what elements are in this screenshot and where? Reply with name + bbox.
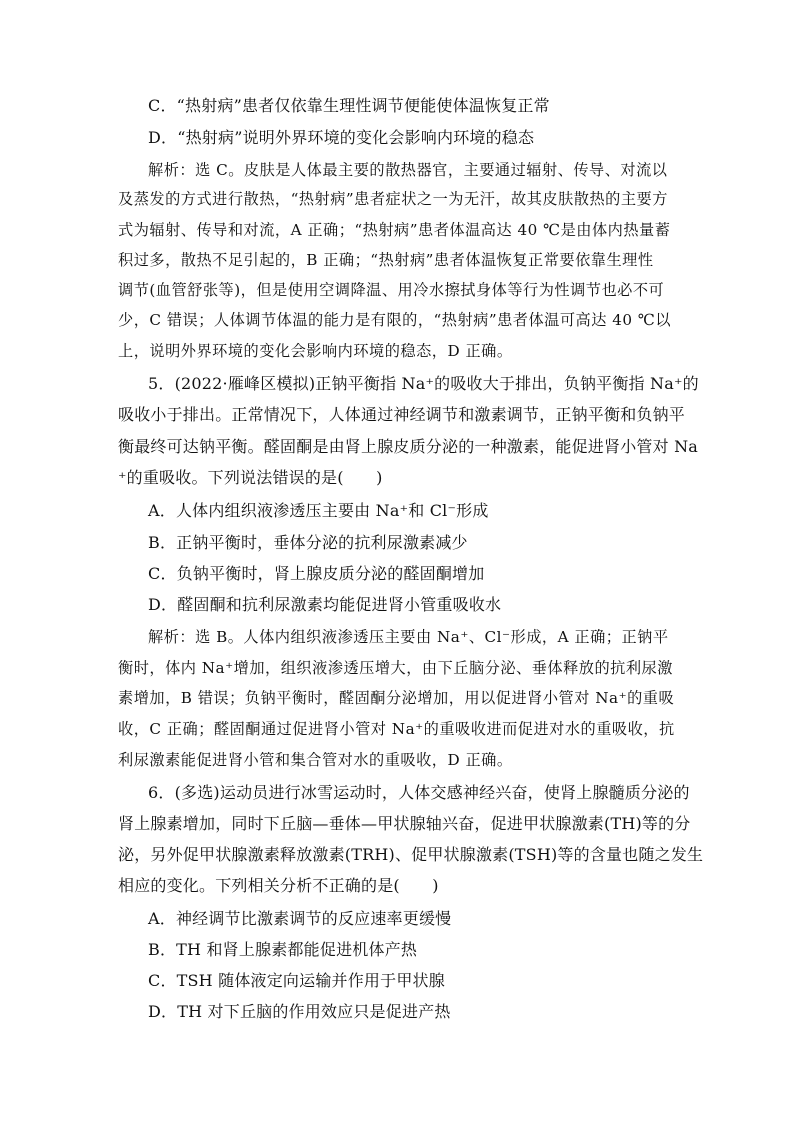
q5-analysis-line: 衡时，体内 Na⁺增加，组织液渗透压增大，由下丘脑分泌、垂体释放的抗利尿激 (118, 659, 673, 677)
q4-analysis-line: 调节(血管舒张等)，但是使用空调降温、用冷水擦拭身体等行为性调节也必不可 (118, 281, 665, 299)
q4-analysis-line: 少，C 错误；人体调节体温的能力是有限的，“热射病”患者体温可高达 40 ℃以 (118, 311, 672, 329)
q4-analysis-line: 积过多，散热不足引起的，B 正确；“热射病”患者体温恢复正常要依靠生理性 (118, 251, 654, 269)
q6-option-b: B．TH 和肾上腺素都能促进机体产热 (148, 940, 418, 959)
q6-option-c: C．TSH 随体液定向运输并作用于甲状腺 (148, 971, 445, 990)
q4-analysis-line: 及蒸发的方式进行散热，“热射病”患者症状之一为无汗，故其皮肤散热的主要方 (118, 190, 668, 208)
q5-option-d: D．醛固酮和抗利尿激素均能促进肾小管重吸收水 (148, 595, 502, 614)
q5-stem-line: 衡最终可达钠平衡。醛固酮是由肾上腺皮质分泌的一种激素，能促进肾小管对 Na (118, 437, 699, 456)
q4-option-d: D．“热射病”说明外界环境的变化会影响内环境的稳态 (148, 128, 535, 147)
q5-stem-line: 吸收小于排出。正常情况下，人体通过神经调节和激素调节，正钠平衡和负钠平 (118, 405, 686, 424)
q6-stem-line: 相应的变化。下列相关分析不正确的是( ) (118, 876, 439, 895)
q5-option-c: C．负钠平衡时，肾上腺皮质分泌的醛固酮增加 (148, 564, 485, 583)
q6-stem-line: 泌，另外促甲状腺激素释放激素(TRH)、促甲状腺激素(TSH)等的含量也随之发生 (118, 845, 704, 864)
q4-analysis-line: 上，说明外界环境的变化会影响内环境的稳态，D 正确。 (118, 342, 513, 360)
q5-option-b: B．正钠平衡时，垂体分泌的抗利尿激素减少 (148, 533, 468, 552)
q5-option-a: A．人体内组织液渗透压主要由 Na⁺和 Cl⁻形成 (148, 501, 489, 520)
q4-option-c: C．“热射病”患者仅依靠生理性调节便能使体温恢复正常 (148, 96, 550, 115)
q5-stem-line: ⁺的重吸收。下列说法错误的是( ) (118, 468, 383, 487)
q6-stem-line: 6．(多选)运动员进行冰雪运动时，人体交感神经兴奋，使肾上腺髓质分泌的 (148, 783, 690, 802)
q6-stem-line: 肾上腺素增加，同时下丘脑—垂体—甲状腺轴兴奋，促进甲状腺激素(TH)等的分 (118, 814, 691, 833)
q5-stem-line: 5．(2022·雁峰区模拟)正钠平衡指 Na⁺的吸收大于排出，负钠平衡指 Na⁺的 (148, 374, 699, 393)
q4-analysis-line: 式为辐射、传导和对流，A 正确；“热射病”患者体温高达 40 ℃是由体内热量蓄 (118, 221, 671, 239)
q6-option-d: D．TH 对下丘脑的作用效应只是促进产热 (148, 1002, 451, 1021)
q5-analysis-line: 素增加，B 错误；负钠平衡时，醛固酮分泌增加，用以促进肾小管对 Na⁺的重吸 (118, 689, 675, 707)
q5-analysis-line: 收，C 正确；醛固酮通过促进肾小管对 Na⁺的重吸收进而促进对水的重吸收，抗 (118, 720, 675, 738)
q4-analysis-line: 解析：选 C。皮肤是人体最主要的散热器官，主要通过辐射、传导、对流以 (148, 161, 668, 179)
q5-analysis-line: 利尿激素能促进肾小管和集合管对水的重吸收，D 正确。 (118, 751, 513, 769)
q5-analysis-line: 解析：选 B。人体内组织液渗透压主要由 Na⁺、Cl⁻形成，A 正确；正钠平 (148, 628, 669, 646)
q6-option-a: A．神经调节比激素调节的反应速率更缓慢 (148, 909, 452, 928)
